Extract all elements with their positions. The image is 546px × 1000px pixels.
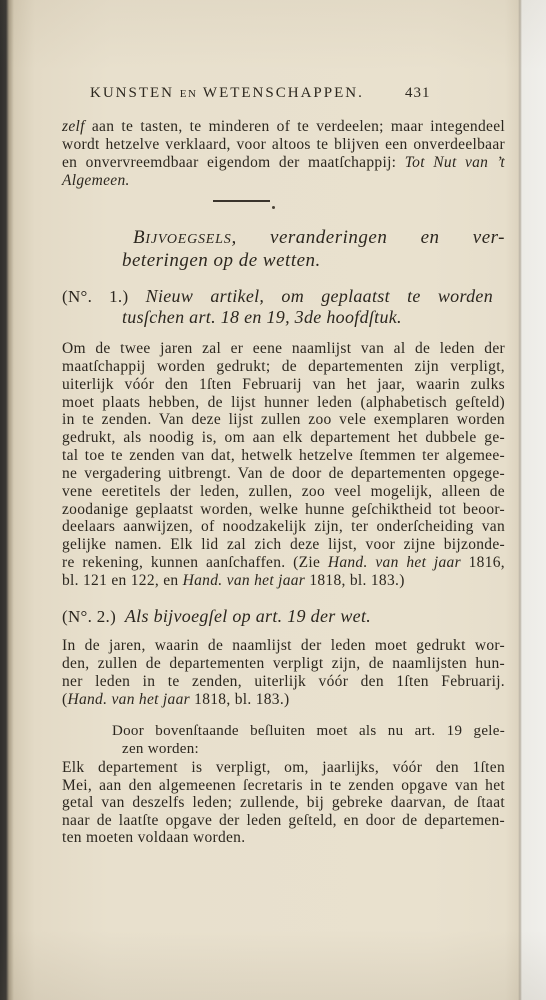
running-head-conjunction: EN bbox=[179, 88, 198, 100]
text-line: tal toe te zenden van dat, hetwelk hetzelve ſtemmen ter algemee- bbox=[62, 447, 505, 465]
text-line bbox=[62, 691, 505, 709]
text-line: wordt hetzelve verklaard, voor altoos te blijven een onverdeelbaar bbox=[62, 136, 505, 153]
text-line: zoodanige geplaatst worden, welke hunne geſchiktheid tot beoor- bbox=[62, 500, 505, 518]
text-line bbox=[62, 572, 505, 590]
heading-line bbox=[133, 227, 505, 250]
text-line: ten moeten voldaan worden. bbox=[62, 829, 246, 846]
text-line: den, zullen de departementen verpligt zijn, de naamlijsten hun- bbox=[62, 655, 505, 672]
amended-article-paragraph bbox=[62, 759, 505, 847]
article-1-heading bbox=[62, 286, 493, 328]
heading-line: tusſchen art. 18 en 19, 3de hoofdſtuk. bbox=[122, 307, 402, 327]
italic-text: Hand. van het jaar bbox=[182, 571, 306, 589]
heading-line bbox=[62, 286, 493, 307]
text-run: 1818, bl. 183.) bbox=[189, 691, 290, 708]
divider-rule bbox=[213, 200, 270, 202]
text-line: ner leden in te zenden, uiterlijk vóór den 1ſten Februarij. bbox=[62, 673, 505, 690]
text-line: in te zenden. Van deze lijst zullen zoo vele exemplaren worden bbox=[62, 411, 505, 429]
text-line: Door bovenſtaande beſluiten moet als nu art. 19 gele- bbox=[112, 723, 505, 739]
page-number: 431 bbox=[405, 85, 431, 101]
running-head-word: KUNSTEN bbox=[90, 85, 174, 101]
text-run: bl. 121 en 122, en bbox=[62, 571, 183, 589]
article-2-paragraph bbox=[62, 637, 505, 709]
italic-text: Hand. van het jaar bbox=[327, 554, 461, 572]
text-line bbox=[62, 118, 505, 136]
text-line: gelijke namen. Elk lid zal zich deze lijst, voor zijne bijzonde- bbox=[62, 536, 505, 554]
italic-text: Tot Nut van ’t bbox=[404, 154, 505, 171]
italic-text: Hand. van het jaar bbox=[67, 691, 190, 708]
heading-text: , veranderingen en ver- bbox=[231, 227, 505, 248]
running-head-word: WETENSCHAPPEN. bbox=[202, 85, 364, 101]
indented-note bbox=[112, 722, 505, 758]
text-line: zen worden: bbox=[122, 741, 200, 757]
article-title: Nieuw artikel, om geplaatst te worden bbox=[145, 286, 493, 306]
article-number: (N°. 1.) bbox=[62, 287, 129, 306]
heading-line bbox=[62, 606, 505, 627]
text-line: Algemeen. bbox=[62, 172, 130, 189]
text-run: 1816, bbox=[460, 554, 505, 572]
text-line: Mei, aan den algemeenen ſecretaris in te zenden opgave van het bbox=[62, 776, 505, 794]
italic-text: zelf bbox=[62, 118, 85, 135]
text-run: 1818, bl. 183.) bbox=[305, 571, 405, 589]
text-run: en onvervreemdbaar eigendom der maatſchappij: bbox=[62, 154, 405, 171]
heading-line: beteringen op de wetten. bbox=[122, 250, 321, 271]
text-run: ( bbox=[62, 691, 68, 708]
text-line: maatſchappij worden gedrukt; de departementen zijn verpligt, bbox=[62, 357, 505, 375]
text-line: ne vergadering uitbrengt. Van de door de departementen opgege- bbox=[62, 464, 505, 482]
text-line: uiterlijk vóór den 1ſten Februarij van het jaar, waarin zulks bbox=[62, 375, 505, 393]
text-run: re rekening, kunnen aanſchaffen. (Zie bbox=[62, 554, 328, 572]
text-line: In de jaren, waarin de naamlijst der leden moet gedrukt wor- bbox=[62, 637, 505, 654]
article-1-paragraph bbox=[62, 340, 505, 590]
text-line bbox=[62, 554, 505, 572]
article-2-heading bbox=[62, 606, 505, 627]
text-line bbox=[62, 154, 505, 172]
running-head bbox=[90, 84, 364, 103]
article-title: Als bijvoegſel op art. 19 der wet. bbox=[124, 606, 372, 626]
text-line: moet plaats hebben, de lijst hunner leden (alphabetisch geſteld) bbox=[62, 393, 505, 411]
ornament-dot bbox=[272, 206, 275, 209]
text-line: gedrukt, als noodig is, om aan elk departement het dubbele ge- bbox=[62, 429, 505, 447]
text-line: Om de twee jaren zal er eene naamlijst van al de leden der bbox=[62, 340, 505, 357]
text-run: aan te tasten, te minderen of te verdeelen; maar integendeel bbox=[84, 118, 505, 135]
text-line: naar de laatſte opgave der leden geſteld, en door de departemen- bbox=[62, 811, 505, 829]
continued-paragraph bbox=[62, 118, 505, 190]
text-line: vene eeretitels der leden, zullen, zoo veel mogelijk, alleen de bbox=[62, 482, 505, 500]
section-heading bbox=[62, 227, 505, 271]
text-line: getal van deszelfs leden; zullende, bij gebreke daarvan, de ſtaat bbox=[62, 794, 505, 811]
heading-small-caps: BIJVOEGSELS bbox=[133, 227, 232, 248]
text-line: Elk departement is verpligt, om, jaarlijks, vóór den 1ſten bbox=[62, 759, 505, 776]
article-number: (N°. 2.) bbox=[62, 607, 117, 626]
text-line: deelaars aanwijzen, of noodzakelijk zijn, ter onderſcheiding van bbox=[62, 518, 505, 536]
